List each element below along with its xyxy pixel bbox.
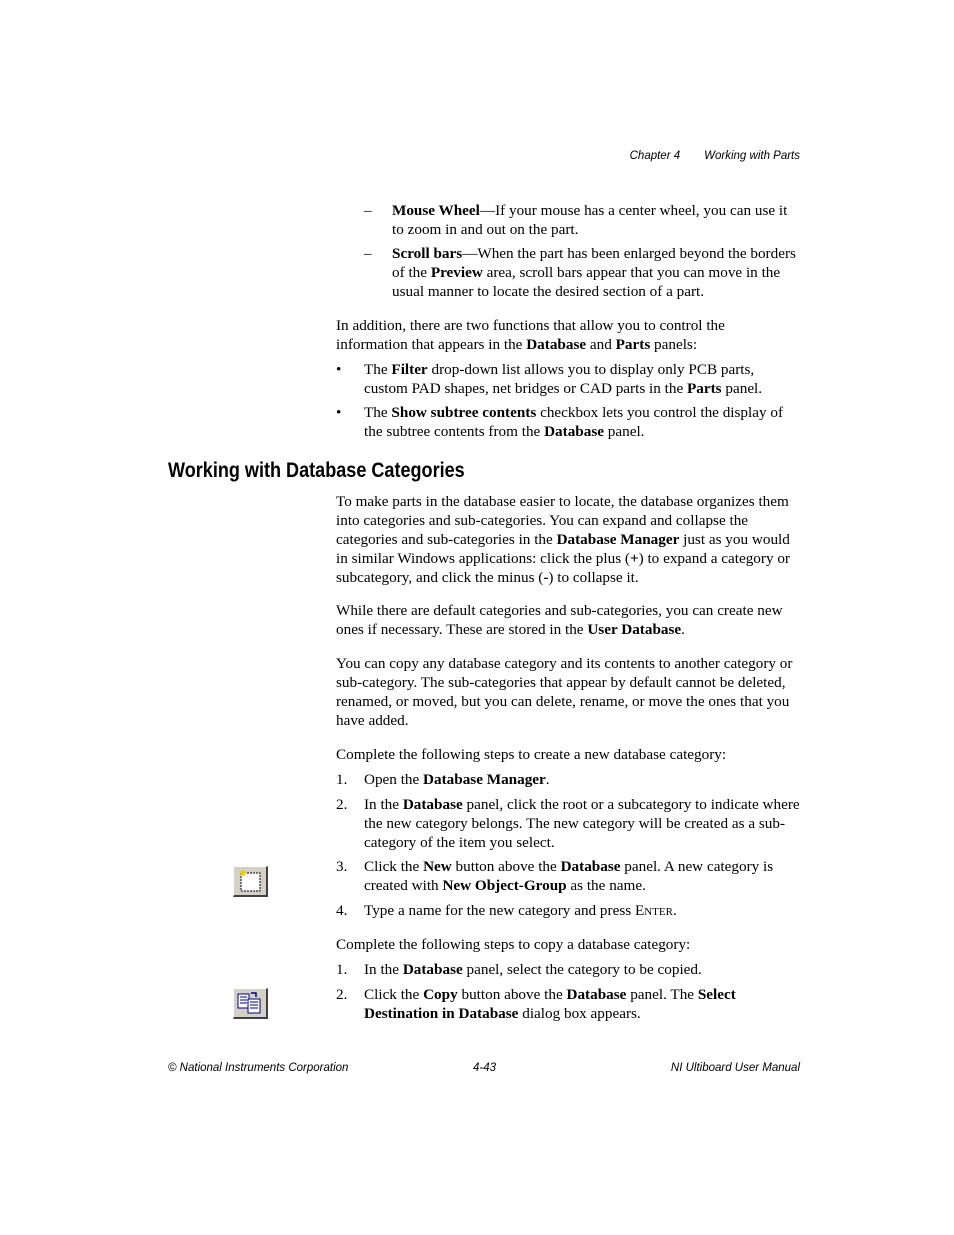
chapter-label: Chapter 4 bbox=[629, 150, 681, 162]
running-header bbox=[630, 150, 800, 162]
section-label: Working with Parts bbox=[704, 150, 800, 162]
footer-copyright: © National Instruments Corporation bbox=[168, 1062, 349, 1074]
paragraph: Complete the following steps to create a new database category: bbox=[336, 746, 727, 763]
footer-manual-title: NI Ultiboard User Manual bbox=[670, 1062, 800, 1074]
paragraph: Complete the following steps to copy a database category: bbox=[336, 936, 691, 953]
paragraph: To make parts in the database easier to locate, the database organizes them into categories and sub-categories. You can expand and collapse the categories and sub-categories in the Database Manager just as you would in similar Windows applications: click the plus (+) to expand a category or subcategory, and click the minus (-) to collapse it. bbox=[336, 493, 790, 586]
intro-paragraph: In addition, there are two functions that allow you to control the information that appears in the Database and Parts panels: bbox=[336, 317, 725, 353]
section-heading: Working with Database Categories bbox=[168, 459, 465, 482]
copy-category-icon bbox=[233, 988, 268, 1019]
paragraph: While there are default categories and sub-categories, you can create new ones if necessary. These are stored in the User Database. bbox=[336, 602, 783, 638]
page-number: 4-43 bbox=[473, 1062, 497, 1074]
paragraph: You can copy any database category and its contents to another category or sub-category. The sub-categories that appear by default cannot be deleted, renamed, or moved, but you can delete, rename, or move the ones that you have added. bbox=[336, 655, 793, 729]
new-category-icon bbox=[233, 866, 268, 897]
